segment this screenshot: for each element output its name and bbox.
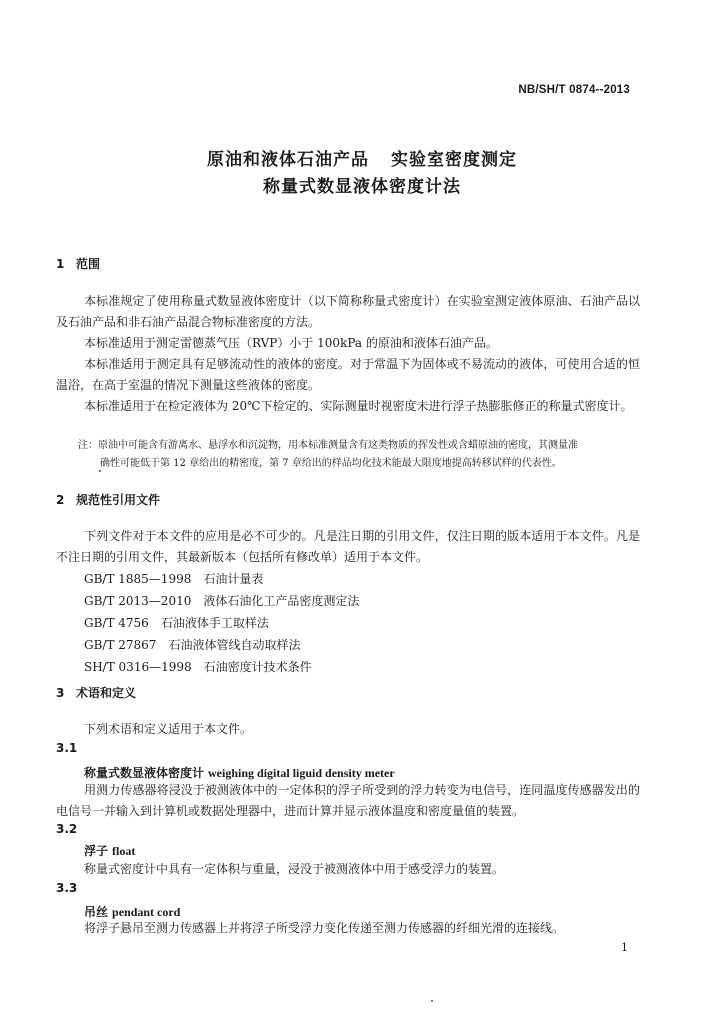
section-number: 2	[56, 493, 65, 507]
term-heading: 浮子 float	[84, 844, 136, 858]
section-title: 规范性引用文件	[76, 493, 161, 507]
note-line-1: 注：原油中可能含有游离水、悬浮水和沉淀物，用本标准测量含有这类物质的挥发性或含蜡原油的密度，其测量准	[78, 440, 578, 451]
reference-item: GB/T 4756 石油液体手工取样法	[84, 616, 269, 630]
references-paragraph: 下列文件对于本文件的应用是必不可少的。凡是注日期的引用文件，仅注日期的版本适用于本文件。凡是不注日期的引用文件，其最新版本（包括所有修改单）适用于本文件。	[56, 529, 640, 564]
scan-speck	[431, 1000, 433, 1002]
term-heading: 吊丝 pendant cord	[84, 905, 181, 919]
section-number: 3	[56, 686, 65, 700]
reference-item: GB/T 2013—2010 液体石油化工产品密度测定法	[84, 594, 360, 608]
reference-item: GB/T 1885—1998 石油计量表	[84, 572, 264, 586]
scan-speck	[99, 470, 101, 472]
scope-paragraph-4: 本标准适用于在检定液体为 20℃下检定的、实际测量时视密度未进行浮子热膨胀修正的称量式密度计。	[84, 399, 633, 413]
term-definition: 将浮子悬吊至测力传感器上并将浮子所受浮力变化传递至测力传感器的纤细光滑的连接线。	[84, 921, 565, 935]
term-definition: 称量式密度计中具有一定体积与重量，浸没于被测液体中用于感受浮力的装置。	[84, 862, 505, 876]
terms-intro: 下列术语和定义适用于本文件。	[84, 722, 253, 736]
title-line-1a: 原油和液体石油产品	[207, 150, 369, 170]
title-line-2: 称量式数显液体密度计法	[263, 177, 461, 197]
section-number: 1	[56, 257, 65, 271]
note-line-2: 确性可能低于第 12 章给出的精密度，第 7 章给出的样品均化技术能最大限度地提高转移试样的代表性。	[100, 458, 562, 469]
term-number: 3.2	[56, 822, 78, 836]
term-definition: 用测力传感器将浸没于被测液体中的一定体积的浮子所受到的浮力转变为电信号，连同温度传感器发出的电信号一并输入到计算机或数据处理器中，进而计算并显示液体温度和密度量值的装置。	[56, 783, 640, 818]
term-heading: 称量式数显液体密度计 weighing digital liguid density meter	[84, 766, 395, 780]
reference-item: SH/T 0316—1998 石油密度计技术条件	[84, 660, 312, 674]
reference-item: GB/T 27867 石油液体管线自动取样法	[84, 638, 301, 652]
scope-note	[78, 437, 640, 473]
scope-paragraph-1: 本标准规定了使用称量式数显液体密度计（以下简称称量式密度计）在实验室测定液体原油、石油产品以及石油产品和非石油产品混合物标准密度的方法。	[56, 294, 640, 329]
page-number: 1	[621, 941, 628, 954]
section-3-heading	[56, 684, 136, 701]
term-number: 3.1	[56, 741, 78, 755]
standard-number: NB/SH/T 0874--2013	[518, 84, 630, 96]
scope-paragraph-2: 本标准适用于测定雷德蒸气压（RVP）小于 100kPa 的原油和液体石油产品。	[84, 336, 498, 350]
scope-paragraph-3: 本标准适用于测定具有足够流动性的液体的密度。对于常温下为固体或不易流动的液体，可使用合适的恒温浴，在高于室温的情况下测量这些液体的密度。	[56, 357, 640, 392]
title-line-1	[0, 147, 724, 174]
title-line-1b: 实验室密度测定	[391, 150, 517, 170]
term-number: 3.3	[56, 881, 78, 895]
section-title: 范围	[76, 257, 101, 271]
section-title: 术语和定义	[76, 686, 137, 700]
document-title	[0, 147, 724, 201]
section-2-heading	[56, 491, 160, 508]
section-1-heading	[56, 255, 100, 272]
